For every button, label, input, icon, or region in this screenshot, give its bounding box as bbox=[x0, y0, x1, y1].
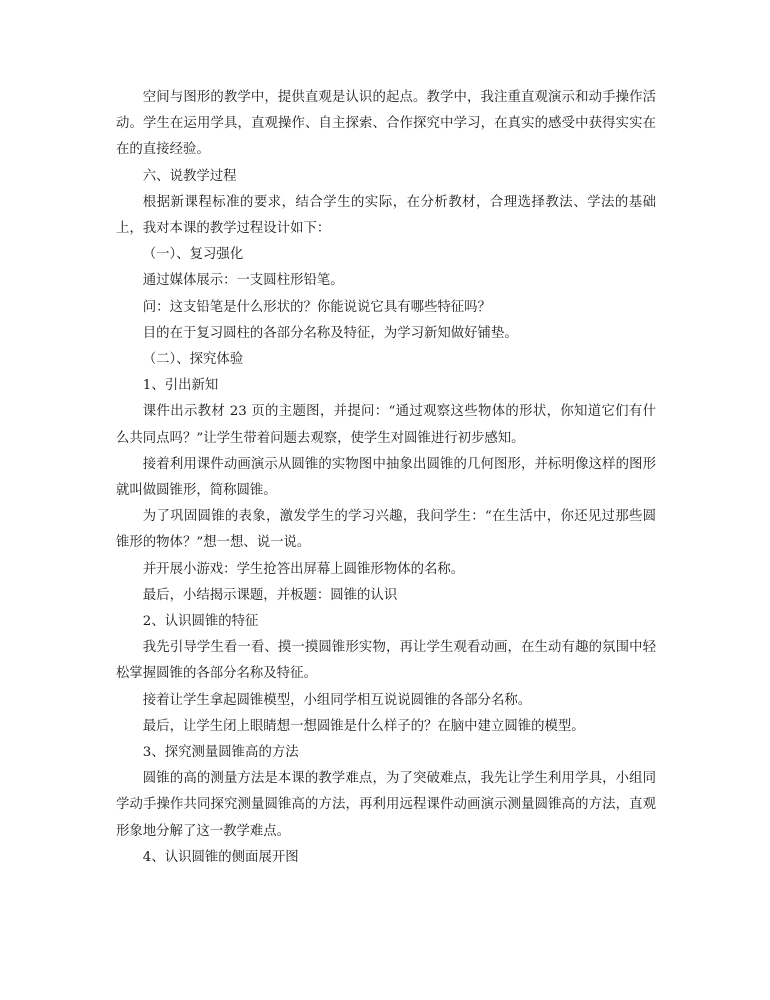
subsection-heading: （一）、复习强化 bbox=[142, 247, 244, 263]
body-paragraph: 课件出示教材 23 页的主题图，并提问：“通过观察这些物体的形状，你知道它们有什么共同点吗？”让学生带着问题去观察，使学生对圆锥进行初步感知。 bbox=[116, 404, 656, 446]
body-paragraph: 为了巩固圆锥的表象，激发学生的学习兴趣，我问学生：“在生活中，你还见过那些圆锥形的物体？”想一想、说一说。 bbox=[116, 509, 656, 551]
body-paragraph: 圆锥的高的测量方法是本课的教学难点，为了突破难点，我先让学生利用学具，小组同学动手操作共同探究测量圆锥高的方法，再利用远程课件动画演示测量圆锥高的方法，直观形象地分解了这一教学难点。 bbox=[116, 771, 656, 839]
body-paragraph: 最后，让学生闭上眼睛想一想圆锥是什么样子的？在脑中建立圆锥的模型。 bbox=[142, 718, 585, 734]
body-paragraph: 接着让学生拿起圆锥模型，小组同学相互说说圆锥的各部分名称。 bbox=[142, 692, 532, 708]
numbered-heading: 4、认识圆锥的侧面展开图 bbox=[142, 849, 299, 865]
subsection-heading: （二）、探究体验 bbox=[142, 352, 244, 368]
numbered-heading: 1、引出新知 bbox=[142, 378, 219, 394]
section-heading: 六、说教学过程 bbox=[142, 168, 237, 184]
body-paragraph: 通过媒体展示：一支圆柱形铅笔。 bbox=[142, 273, 344, 289]
body-paragraph: 并开展小游戏：学生抢答出屏幕上圆锥形物体的名称。 bbox=[142, 561, 465, 577]
body-paragraph: 空间与图形的教学中，提供直观是认识的起点。教学中，我注重直观演示和动手操作活动。学生在运用学具，直观操作、自主探索、合作探究中学习，在真实的感受中获得实实在在的直接经验。 bbox=[116, 90, 656, 158]
body-paragraph: 根据新课程标准的要求，结合学生的实际，在分析教材，合理选择教法、学法的基础上，我对本课的教学过程设计如下： bbox=[116, 194, 656, 237]
body-paragraph: 最后，小结揭示课题，并板题：圆锥的认识 bbox=[142, 587, 398, 603]
body-paragraph: 目的在于复习圆柱的各部分名称及特征，为学习新知做好铺垫。 bbox=[142, 325, 518, 341]
document-body bbox=[116, 85, 656, 871]
body-paragraph: 问：这支铅笔是什么形状的？你能说说它具有哪些特征吗？ bbox=[142, 299, 491, 315]
body-paragraph: 我先引导学生看一看、摸一摸圆锥形实物，再让学生观看动画，在生动有趣的氛围中轻松掌握圆锥的各部分名称及特征。 bbox=[116, 640, 656, 682]
numbered-heading: 2、认识圆锥的特征 bbox=[142, 614, 259, 630]
body-paragraph: 接着利用课件动画演示从圆锥的实物图中抽象出圆锥的几何图形，并标明像这样的图形就叫做圆锥形，简称圆锥。 bbox=[116, 456, 656, 499]
numbered-heading: 3、探究测量圆锥高的方法 bbox=[142, 745, 299, 761]
